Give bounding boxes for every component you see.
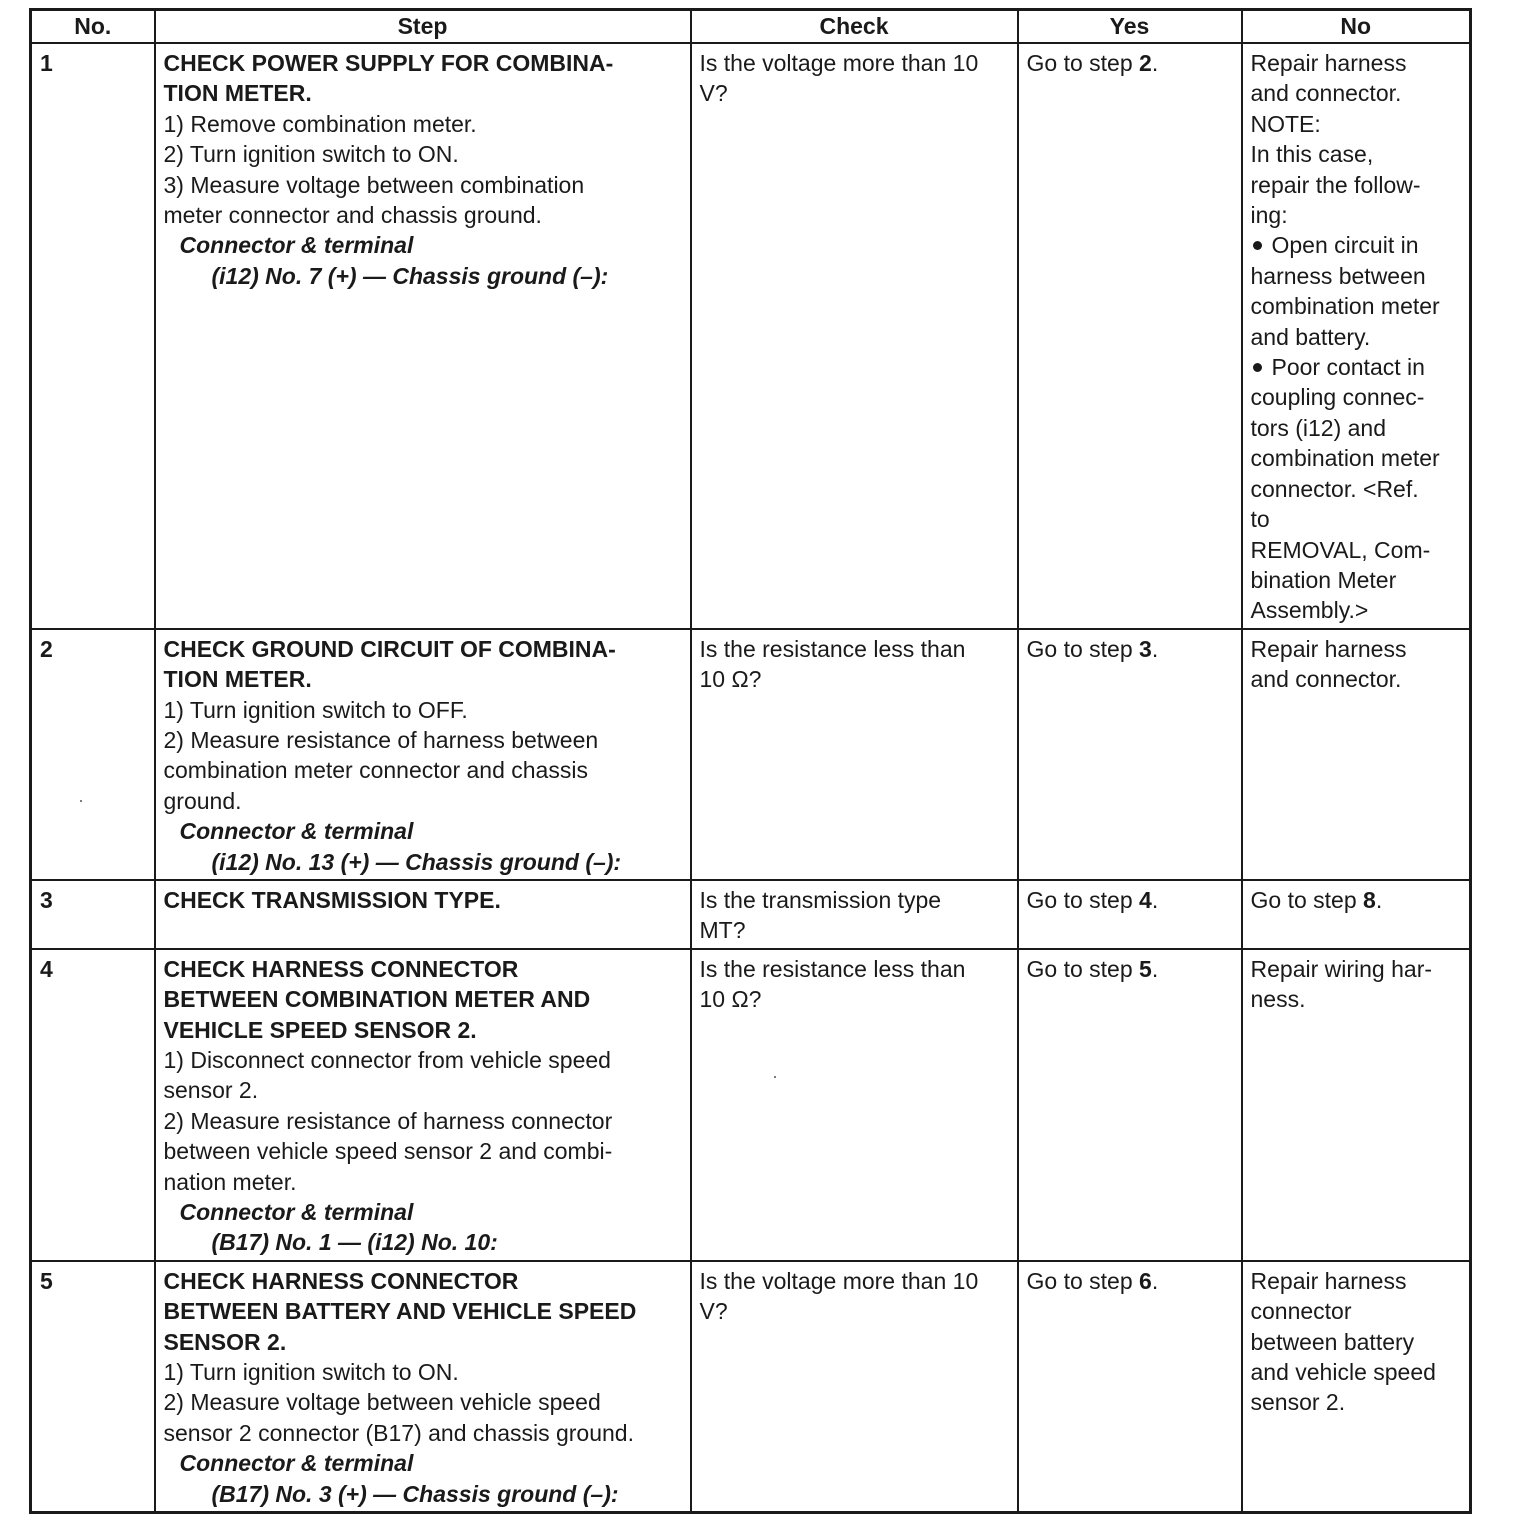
terminal-spec: (B17) No. 3 (+) — Chassis ground (–): — [211, 1480, 619, 1507]
bullet-icon — [1253, 363, 1262, 372]
header-yes: Yes — [1018, 10, 1242, 44]
step-instruction: ground. — [163, 787, 242, 814]
yes-suffix: . — [1151, 955, 1159, 982]
yes-cell — [1018, 629, 1242, 880]
header-row — [31, 10, 1471, 44]
step-title-line: CHECK TRANSMISSION TYPE. — [163, 886, 501, 913]
step-instruction: 2) Measure resistance of harness between — [163, 726, 599, 753]
step-instruction: between vehicle speed sensor 2 and combi- — [163, 1138, 613, 1165]
check-line: 10 Ω? — [699, 666, 762, 693]
step-title-line: TION METER. — [163, 666, 312, 693]
step-instruction: 2) Measure resistance of harness connector — [163, 1107, 613, 1134]
no-line: harness between — [1250, 262, 1426, 289]
step-title-line: CHECK HARNESS CONNECTOR — [163, 955, 519, 982]
yes-cell — [1018, 880, 1242, 949]
no-line: sensor 2. — [1250, 1389, 1346, 1416]
table-row — [31, 1261, 1471, 1513]
connector-label: Connector & terminal — [179, 232, 414, 259]
bullet-icon — [1253, 241, 1262, 250]
step-cell — [155, 949, 691, 1261]
no-line: Assembly.> — [1250, 597, 1369, 624]
no-line: connector. <Ref. — [1250, 475, 1419, 502]
step-cell — [155, 880, 691, 949]
step-instruction: 1) Disconnect connector from vehicle speed — [163, 1047, 611, 1073]
no-prefix: Go to step — [1250, 886, 1364, 913]
yes-cell — [1018, 1261, 1242, 1513]
terminal-spec: (B17) No. 1 — (i12) No. 10: — [211, 1229, 498, 1256]
no-line: Repair harness — [1250, 50, 1407, 76]
check-line: Is the voltage more than 10 — [699, 50, 979, 76]
step-instruction: nation meter. — [163, 1168, 297, 1195]
connector-label: Connector & terminal — [179, 1199, 414, 1226]
check-cell — [691, 629, 1018, 880]
check-line: Is the voltage more than 10 — [699, 1267, 979, 1294]
check-line: Is the resistance less than — [699, 955, 966, 982]
check-cell — [691, 949, 1018, 1261]
no-line: bination Meter — [1250, 566, 1397, 593]
step-cell — [155, 43, 691, 629]
no-line: REMOVAL, Com- — [1250, 536, 1431, 563]
terminal-spec: (i12) No. 7 (+) — Chassis ground (–): — [211, 262, 609, 289]
step-instruction: combination meter connector and chassis — [163, 757, 588, 784]
bullet-item — [1251, 230, 1462, 260]
yes-prefix: Go to step — [1026, 886, 1140, 913]
no-line: and vehicle speed — [1250, 1359, 1436, 1386]
step-number: 3 — [31, 880, 155, 949]
no-line: ing: — [1250, 202, 1288, 229]
no-line: and connector. — [1250, 80, 1402, 107]
step-title-line: BETWEEN COMBINATION METER AND — [163, 986, 591, 1013]
yes-step-number: 3 — [1139, 635, 1152, 662]
header-no: No. — [31, 10, 155, 44]
scan-speck — [80, 800, 82, 802]
step-instruction: sensor 2. — [163, 1077, 259, 1104]
step-number: 5 — [31, 1261, 155, 1513]
yes-cell — [1018, 949, 1242, 1261]
no-line: NOTE: — [1250, 110, 1321, 137]
table-row — [31, 43, 1471, 629]
no-line: and battery. — [1250, 323, 1371, 350]
no-line: In this case, — [1250, 141, 1374, 168]
header-check: Check — [691, 10, 1018, 44]
no-step-number: 8 — [1363, 886, 1376, 913]
scan-speck — [774, 1076, 776, 1078]
no-line: Repair harness — [1250, 635, 1407, 662]
diagnostic-table — [29, 8, 1472, 1514]
step-cell — [155, 629, 691, 880]
bullet-item — [1251, 352, 1462, 382]
check-cell — [691, 880, 1018, 949]
step-instruction: 2) Turn ignition switch to ON. — [163, 141, 459, 168]
check-cell — [691, 43, 1018, 629]
no-line: repair the follow- — [1250, 171, 1421, 198]
step-instruction: sensor 2 connector (B17) and chassis ground. — [163, 1419, 634, 1446]
no-line: coupling connec- — [1250, 384, 1425, 411]
yes-prefix: Go to step — [1026, 50, 1140, 76]
yes-step-number: 2 — [1139, 50, 1152, 76]
yes-suffix: . — [1151, 886, 1159, 913]
yes-step-number: 5 — [1139, 955, 1152, 982]
check-line: 10 Ω? — [699, 986, 762, 1013]
bullet-text: Poor contact in — [1271, 354, 1425, 381]
check-line: V? — [699, 1298, 728, 1325]
step-number: 2 — [31, 629, 155, 880]
step-number: 4 — [31, 949, 155, 1261]
no-line: combination meter — [1250, 445, 1440, 472]
table-row — [31, 949, 1471, 1261]
yes-prefix: Go to step — [1026, 635, 1140, 662]
connector-label: Connector & terminal — [179, 1450, 414, 1477]
no-line: combination meter — [1250, 293, 1440, 320]
no-line: ness. — [1250, 986, 1306, 1013]
no-cell — [1242, 880, 1471, 949]
step-instruction: 1) Remove combination meter. — [163, 110, 477, 137]
step-title-line: SENSOR 2. — [163, 1328, 287, 1355]
header-no-result: No — [1242, 10, 1471, 44]
no-suffix: . — [1375, 886, 1383, 913]
connector-label: Connector & terminal — [179, 818, 414, 845]
step-instruction: 1) Turn ignition switch to ON. — [163, 1359, 459, 1386]
step-instruction: 2) Measure voltage between vehicle speed — [163, 1389, 601, 1416]
step-title-line: TION METER. — [163, 80, 312, 107]
check-cell — [691, 1261, 1018, 1513]
bullet-text: Open circuit in — [1271, 232, 1419, 259]
yes-suffix: . — [1151, 1267, 1159, 1294]
yes-step-number: 6 — [1139, 1267, 1152, 1294]
no-line: tors (i12) and — [1250, 414, 1387, 441]
no-line: Repair wiring har- — [1250, 955, 1433, 982]
no-line: and connector. — [1250, 666, 1402, 693]
step-title-line: VEHICLE SPEED SENSOR 2. — [163, 1016, 477, 1043]
yes-suffix: . — [1151, 635, 1159, 662]
check-line: Is the resistance less than — [699, 635, 966, 662]
step-instruction: 1) Turn ignition switch to OFF. — [163, 696, 468, 723]
table-row — [31, 880, 1471, 949]
step-instruction: meter connector and chassis ground. — [163, 202, 542, 229]
step-title-line: CHECK POWER SUPPLY FOR COMBINA- — [163, 50, 614, 76]
no-cell — [1242, 1261, 1471, 1513]
yes-step-number: 4 — [1139, 886, 1152, 913]
header-step: Step — [155, 10, 691, 44]
yes-prefix: Go to step — [1026, 955, 1140, 982]
table-row — [31, 629, 1471, 880]
check-line: MT? — [699, 917, 746, 944]
no-cell — [1242, 949, 1471, 1261]
no-line: connector — [1250, 1298, 1352, 1325]
yes-prefix: Go to step — [1026, 1267, 1140, 1294]
step-title-line: CHECK GROUND CIRCUIT OF COMBINA- — [163, 635, 616, 662]
terminal-spec: (i12) No. 13 (+) — Chassis ground (–): — [211, 848, 622, 875]
no-line: to — [1250, 506, 1270, 533]
step-title-line: BETWEEN BATTERY AND VEHICLE SPEED — [163, 1298, 637, 1325]
step-instruction: 3) Measure voltage between combination — [163, 171, 585, 198]
step-title-line: CHECK HARNESS CONNECTOR — [163, 1267, 519, 1294]
no-cell — [1242, 629, 1471, 880]
step-number: 1 — [31, 43, 155, 629]
no-line: Repair harness — [1250, 1267, 1407, 1294]
check-line: Is the transmission type — [699, 886, 942, 913]
yes-cell — [1018, 43, 1242, 629]
no-line: between battery — [1250, 1328, 1415, 1355]
step-cell — [155, 1261, 691, 1513]
yes-suffix: . — [1151, 50, 1159, 76]
no-cell — [1242, 43, 1471, 629]
check-line: V? — [699, 80, 728, 107]
